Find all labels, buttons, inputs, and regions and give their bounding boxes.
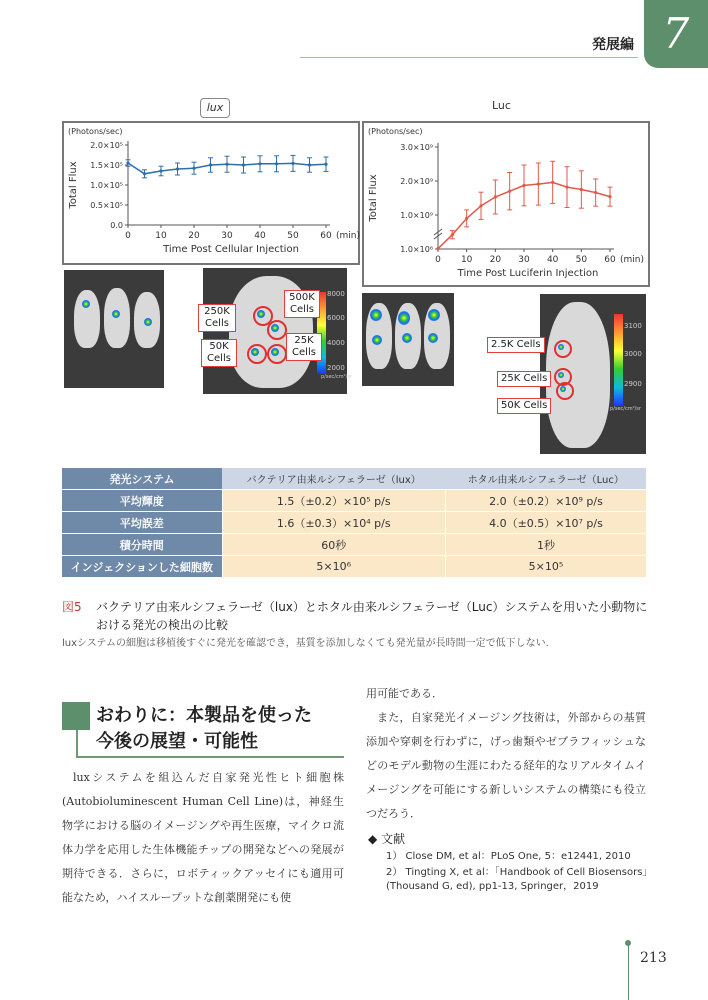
data-point xyxy=(324,163,327,166)
data-point xyxy=(143,172,146,175)
header-rule xyxy=(300,57,638,58)
luc-chart xyxy=(364,123,648,285)
x-unit-label: (min) xyxy=(336,231,360,241)
data-point xyxy=(508,190,511,193)
reference-item: 2） Tingting X, et al：「Handbook of Cell Biosensors」(Thousand G, ed), pp1-13, Springer，2019 xyxy=(386,867,653,892)
data-point xyxy=(494,195,497,198)
y-tick-label: 1.0×10⁶ xyxy=(400,245,433,254)
figure-caption: バクテリア由来ルシフェラーゼ（lux）とホタル由来ルシフェラーゼ（Luc）システムを用いた小動物における発光の検出の比較 xyxy=(96,600,648,632)
y-unit-label: (Photons/sec) xyxy=(368,127,423,136)
comparison-table xyxy=(62,468,646,578)
y-tick-label: 3.0×10⁹ xyxy=(400,143,433,152)
data-point xyxy=(242,163,245,166)
data-point xyxy=(291,162,294,165)
y-axis-label: Total Flux xyxy=(68,161,79,209)
section-label: 発展編 xyxy=(592,37,634,53)
x-axis-label: Time Post Luciferin Injection xyxy=(457,268,599,279)
lux-chart-title: lux xyxy=(200,98,230,118)
x-tick-label: 10 xyxy=(460,255,473,265)
figure-note: luxシステムの細胞は移植後すぐに発光を確認でき，基質を添加しなくても発光量が長時間一定で低下しない. xyxy=(62,638,549,649)
data-point xyxy=(225,163,228,166)
y-tick-label: 1.5×10⁵ xyxy=(90,161,123,170)
body-right-column: 用可能である． また，自家発光イメージング技術は，外部からの基質添加や穿刺を行わずに，げっ歯類やゼブラフィッシュなどのモデル動物の生涯にわたる経年的なリアルタイムイメージングを可能にする新しいシステムの構築にも役立つだろう． xyxy=(366,687,646,820)
y-tick-label: 1.0×10⁹ xyxy=(400,211,433,220)
label-25k: 25K Cells xyxy=(286,333,322,361)
x-tick-label: 20 xyxy=(188,231,200,241)
section-rule xyxy=(76,756,344,758)
x-tick-label: 50 xyxy=(287,231,299,241)
data-point xyxy=(258,162,261,165)
x-tick-label: 40 xyxy=(546,255,559,265)
luc-detail-photo: 3100 3000 2900 p/sec/cm²/sr xyxy=(540,294,646,454)
lux-mice-photo xyxy=(64,270,164,388)
references-heading: ◆ 文献 xyxy=(368,832,406,846)
table-row: 平均輝度 1.5（±0.2）×10⁵ p/s 2.0（±0.2）×10⁹ p/s xyxy=(62,490,646,512)
page-number: 213 xyxy=(640,950,667,966)
data-point xyxy=(275,162,278,165)
label-50k: 50K Cells xyxy=(201,339,237,367)
data-point xyxy=(126,161,129,164)
reference-item: 1） Close DM, et al：PLoS One, 5：e12441, 2010 xyxy=(386,851,631,862)
data-point xyxy=(522,184,525,187)
x-tick-label: 50 xyxy=(575,255,588,265)
table-row: 積分時間 60秒 1秒 xyxy=(62,534,646,556)
label-25k-luc: 25K Cells xyxy=(497,371,551,387)
lux-detail-photo: 8000 6000 4000 2000 p/sec/cm²/sr xyxy=(203,268,347,394)
lux-chart xyxy=(64,123,358,263)
table-row: インジェクションした細胞数 5×10⁶ 5×10⁵ xyxy=(62,556,646,578)
y-axis-label: Total Flux xyxy=(368,174,379,222)
table-row: 平均誤差 1.6（±0.3）×10⁴ p/s 4.0（±0.5）×10⁷ p/s xyxy=(62,512,646,534)
data-point xyxy=(451,233,454,236)
data-point xyxy=(608,195,611,198)
x-tick-label: 30 xyxy=(221,231,233,241)
luc-chart-frame xyxy=(362,121,650,287)
x-tick-label: 10 xyxy=(155,231,167,241)
y-tick-label: 0.5×10⁵ xyxy=(90,201,123,210)
x-tick-label: 60 xyxy=(604,255,616,265)
section-rule-vertical xyxy=(76,730,78,758)
table-header-row: 発光システム バクテリア由来ルシフェラーゼ（lux） ホタル由来ルシフェラーゼ（Luc） xyxy=(62,468,646,490)
chapter-tab: 7 xyxy=(644,0,708,68)
x-unit-label: (min) xyxy=(620,255,644,265)
label-500k: 500K Cells xyxy=(284,290,320,318)
y-tick-label: 0.0 xyxy=(110,221,123,230)
data-point xyxy=(594,191,597,194)
data-point xyxy=(192,167,195,170)
luc-mice-photo xyxy=(362,293,454,386)
label-2-5k: 2.5K Cells xyxy=(487,337,545,353)
x-tick-label: 0 xyxy=(435,255,441,265)
data-point xyxy=(551,181,554,184)
data-point xyxy=(176,167,179,170)
figure-number: 図5 xyxy=(62,600,82,614)
data-point xyxy=(565,186,568,189)
data-point xyxy=(537,182,540,185)
x-tick-label: 40 xyxy=(254,231,266,241)
data-point xyxy=(209,163,212,166)
data-point xyxy=(479,204,482,207)
section-title: おわりに：本製品を使った 今後の展望・可能性 xyxy=(96,705,312,752)
y-tick-label: 1.0×10⁵ xyxy=(90,181,123,190)
x-tick-label: 0 xyxy=(125,231,131,241)
y-unit-label: (Photons/sec) xyxy=(68,127,123,136)
label-250k: 250K Cells xyxy=(198,304,236,332)
data-point xyxy=(159,169,162,172)
data-point xyxy=(436,247,439,250)
data-point xyxy=(465,217,468,220)
label-50k-luc: 50K Cells xyxy=(497,398,551,414)
y-tick-label: 2.0×10⁹ xyxy=(400,177,433,186)
section-marker xyxy=(62,702,90,730)
page-rule xyxy=(628,944,629,1000)
body-left-column: luxシステムを組込んだ自家発光性ヒト細胞株(Autobioluminescent Human Cell Line)は，神経生物学における脳のイメージングや再生医療，マイクロ流体力学を応用した生体機能チップの開発などへの発展が期待できる．さらに，ロボティックアッセイにも適用可能なため，ハイスループットな創薬開発にも使 xyxy=(62,771,344,904)
x-tick-label: 60 xyxy=(320,231,332,241)
x-tick-label: 20 xyxy=(489,255,502,265)
x-tick-label: 30 xyxy=(518,255,530,265)
data-point xyxy=(580,188,583,191)
data-point xyxy=(308,163,311,166)
lux-chart-frame xyxy=(62,121,360,265)
x-axis-label: Time Post Cellular Injection xyxy=(163,244,299,255)
y-tick-label: 2.0×10⁵ xyxy=(90,141,123,150)
luc-chart-title: Luc xyxy=(492,99,511,112)
